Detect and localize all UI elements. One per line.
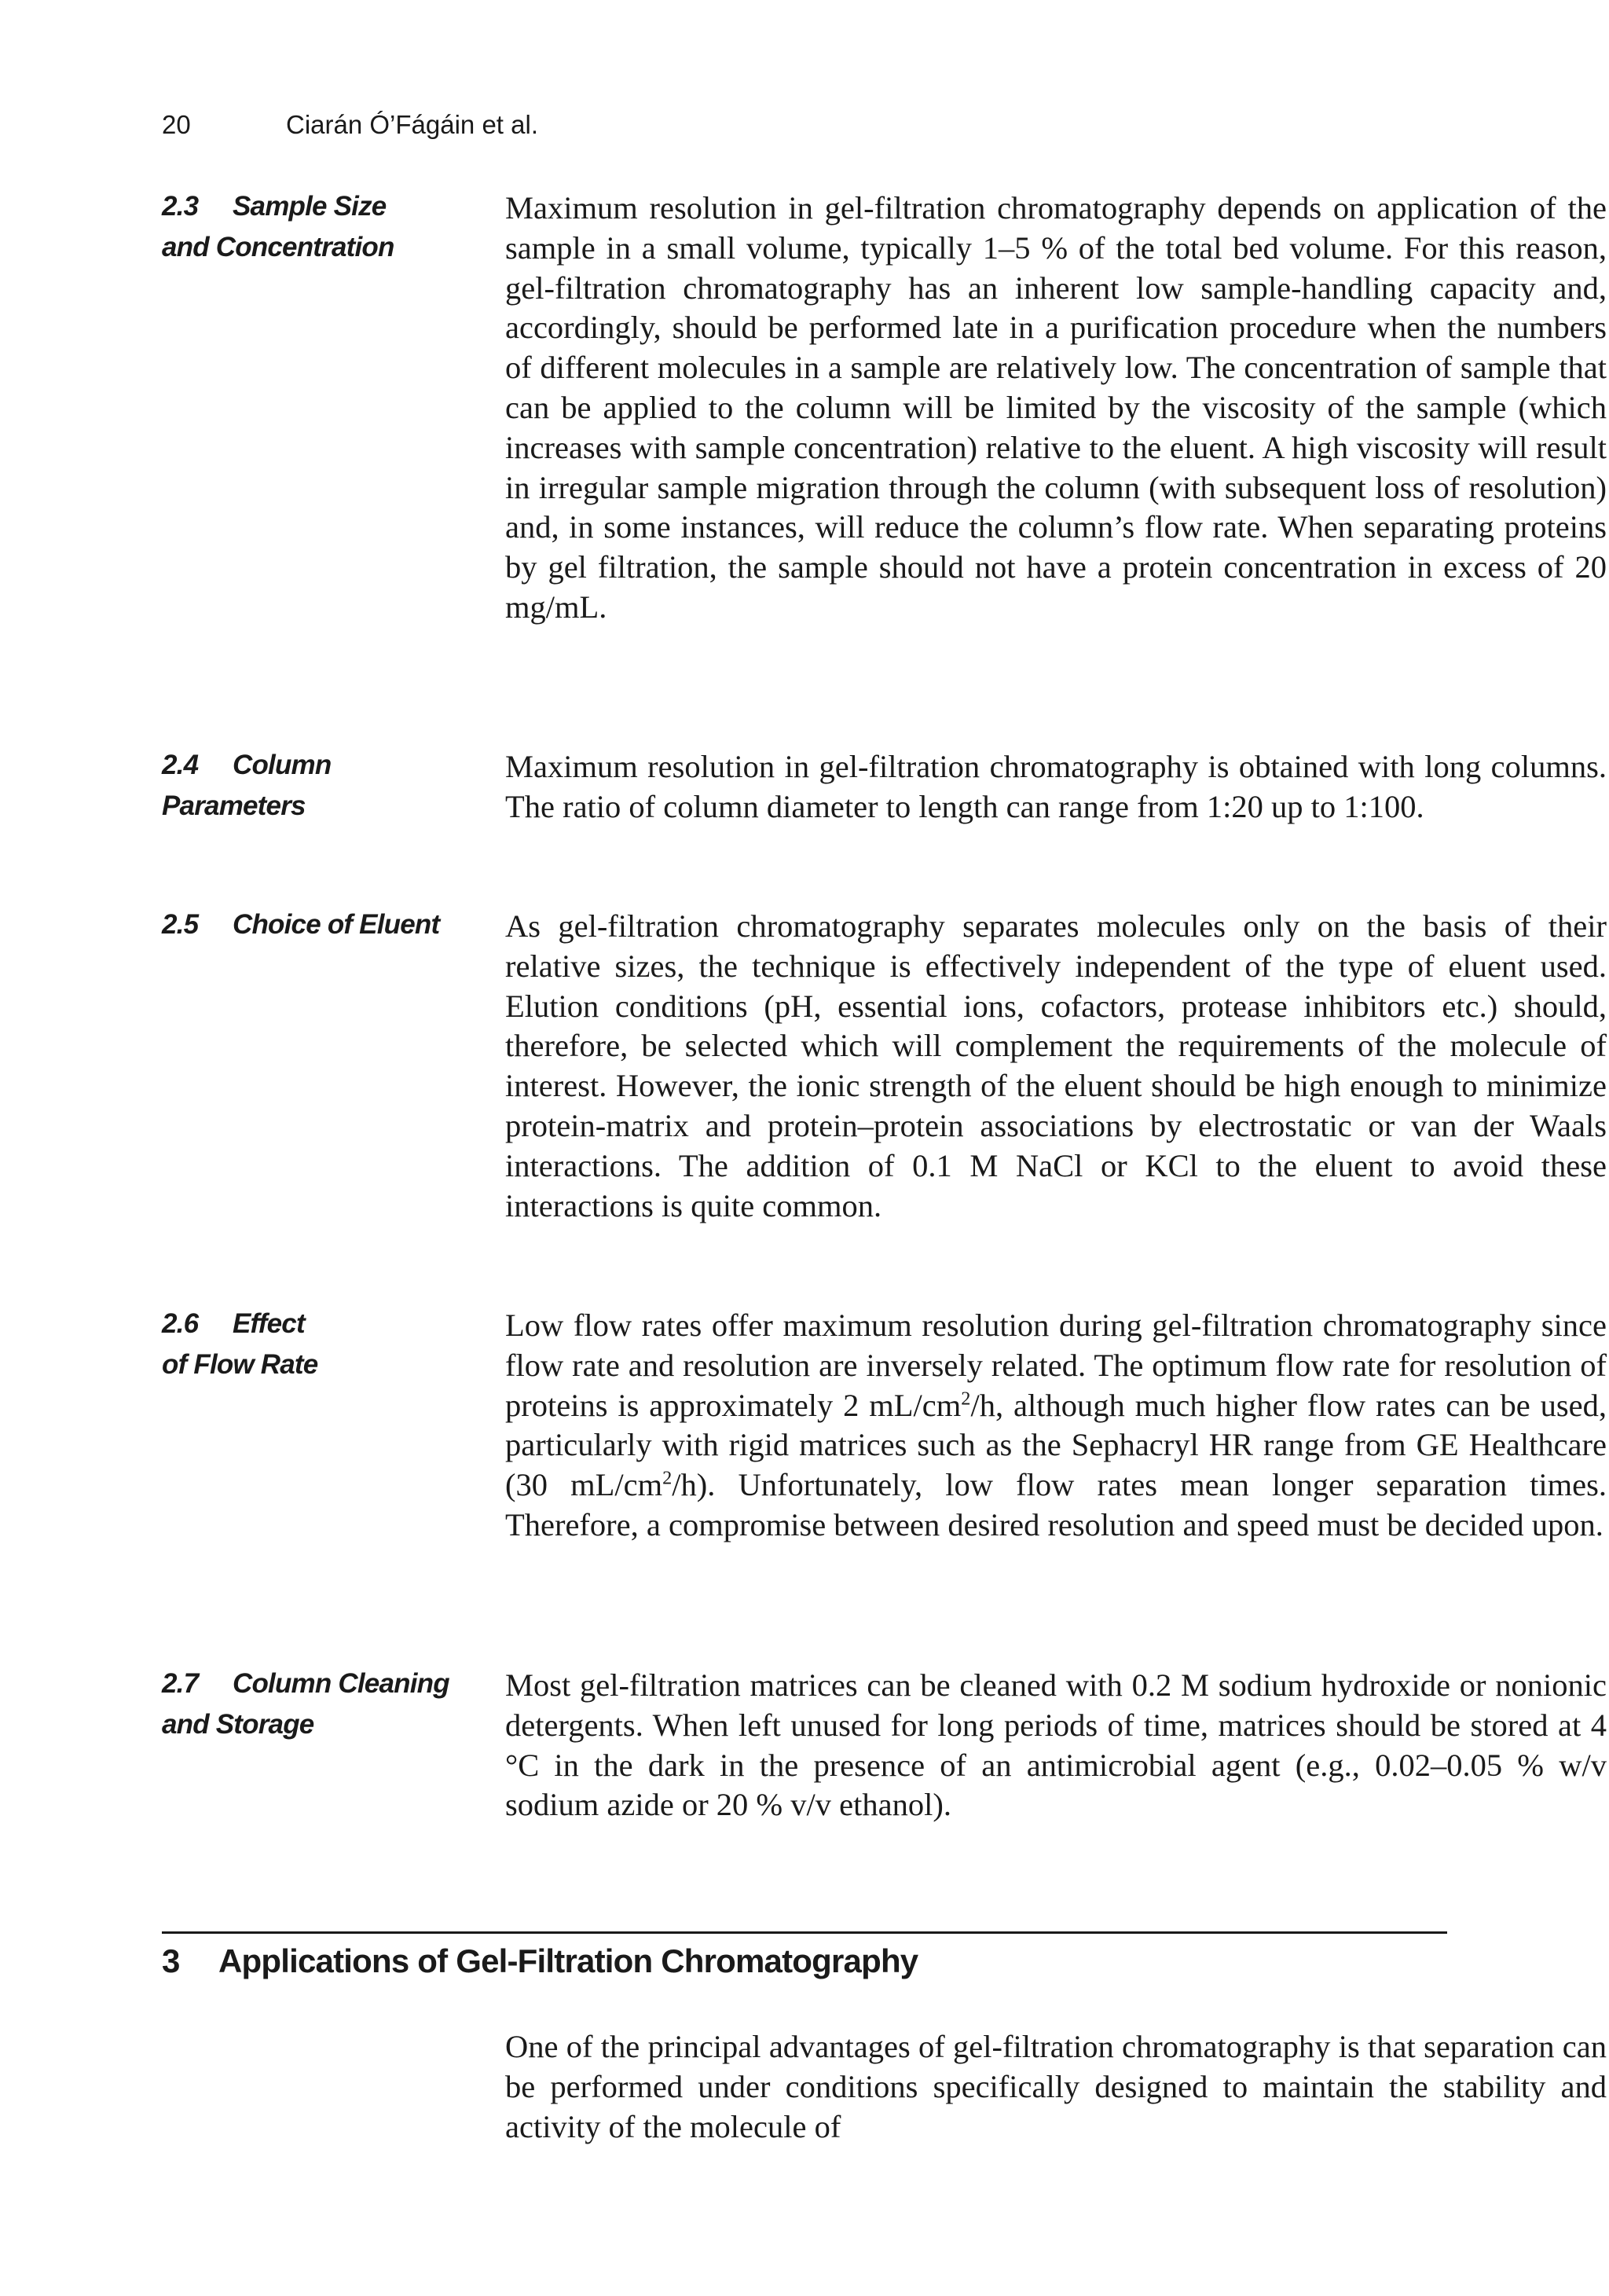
- section-title-line1: Choice of Eluent: [233, 909, 440, 940]
- section-body: [505, 747, 1607, 827]
- superscript: 2: [662, 1467, 673, 1489]
- section-title-line2: and Storage: [162, 1709, 314, 1740]
- text-run: /h, although much higher flow rates can be used, particularly with rigid matrices such as the Sephacryl HR range from GE Healthcare (30 mL/cm: [505, 1387, 1607, 1503]
- section-number: 2.4: [162, 750, 199, 780]
- text-run: Low flow rates offer maximum resolution during gel-filtration chromatography since flow rate and resolution are inversely related. The optimum flow rate for resolution of proteins is approximately 2 mL/cm: [505, 1308, 1607, 1423]
- paragraph: As gel-filtration chromatography separates molecules only on the basis of their relative sizes, the technique is effectively independent of the type of eluent used. Elution conditions (pH, essential ions, cofactors, protease inhibitors etc.) should, therefore, be selected which will complement the requirements of the molecule of interest. However, the ionic strength of the eluent should be high enough to minimize protein-matrix and protein–protein associations by electrostatic or van der Waals interactions. The addition of 0.1 M NaCl or KCl to the eluent to avoid these interactions is quite common.: [505, 908, 1607, 1223]
- section-heading: [162, 904, 492, 945]
- section-body: [505, 907, 1607, 1226]
- section-number: 2.5: [162, 909, 199, 940]
- text-run: /h). Unfortunately, low flow rates mean longer separation times. Therefore, a compromise between desired resolution and speed must be decided upon.: [505, 1467, 1607, 1542]
- section-title-line2: Parameters: [162, 790, 306, 821]
- running-header: [162, 110, 538, 140]
- section-heading: [162, 1663, 492, 1745]
- paragraph: One of the principal advantages of gel-filtration chromatography is that separation can be performed under conditions specifically designed to maintain the stability and activity of the molecule of: [505, 2029, 1607, 2144]
- paragraph: Maximum resolution in gel-filtration chromatography is obtained with long columns. The ratio of column diameter to length can range from 1:20 up to 1:100.: [505, 749, 1607, 824]
- section-title-line1: Effect: [233, 1308, 305, 1339]
- paragraph: Maximum resolution in gel-filtration chromatography depends on application of the sample in a small volume, typically 1–5 % of the total bed volume. For this reason, gel-filtration chromatography has an inherent low sample-handling capacity and, accordingly, should be performed late in a purification procedure when the numbers of different molecules in a sample are relatively low. The concentration of sample that can be applied to the column will be limited by the viscosity of the sample (which increases with sample concentration) relative to the eluent. A high viscosity will result in irregular sample migration through the column (with subsequent loss of resolution) and, in some instances, will reduce the column’s flow rate. When separating proteins by gel filtration, the sample should not have a protein concentration in excess of 20 mg/mL.: [505, 190, 1607, 625]
- section-title-line2: and Concentration: [162, 232, 394, 262]
- section-number: 2.3: [162, 191, 199, 222]
- section-body: [505, 2027, 1607, 2147]
- section-title-line1: Sample Size: [233, 191, 387, 222]
- chapter-heading: [162, 1938, 918, 1985]
- section-title-line2: of Flow Rate: [162, 1349, 318, 1380]
- chapter-title: Applications of Gel-Filtration Chromatography: [218, 1942, 918, 1979]
- running-title: Ciarán Ó’Fágáin et al.: [286, 110, 538, 139]
- section-title-line1: Column Cleaning: [233, 1668, 449, 1699]
- section-body: [505, 1666, 1607, 1825]
- section-number: 2.6: [162, 1308, 199, 1339]
- superscript: 2: [961, 1388, 971, 1410]
- section-number: 2.7: [162, 1668, 199, 1699]
- section-title-line1: Column: [233, 750, 332, 780]
- chapter-divider: [162, 1931, 1447, 1934]
- section-body: [505, 189, 1607, 628]
- chapter-number: 3: [162, 1942, 180, 1979]
- page-number: 20: [162, 110, 191, 139]
- paragraph: [505, 1306, 1607, 1546]
- section-heading: [162, 745, 492, 827]
- paragraph: Most gel-filtration matrices can be cleaned with 0.2 M sodium hydroxide or nonionic detergents. When left unused for long periods of time, matrices should be stored at 4 °C in the dark in the presence of an antimicrobial agent (e.g., 0.02–0.05 % w/v sodium azide or 20 % v/v ethanol).: [505, 1667, 1607, 1823]
- section-heading: [162, 186, 492, 268]
- section-body: [505, 1306, 1607, 1546]
- section-heading: [162, 1304, 492, 1385]
